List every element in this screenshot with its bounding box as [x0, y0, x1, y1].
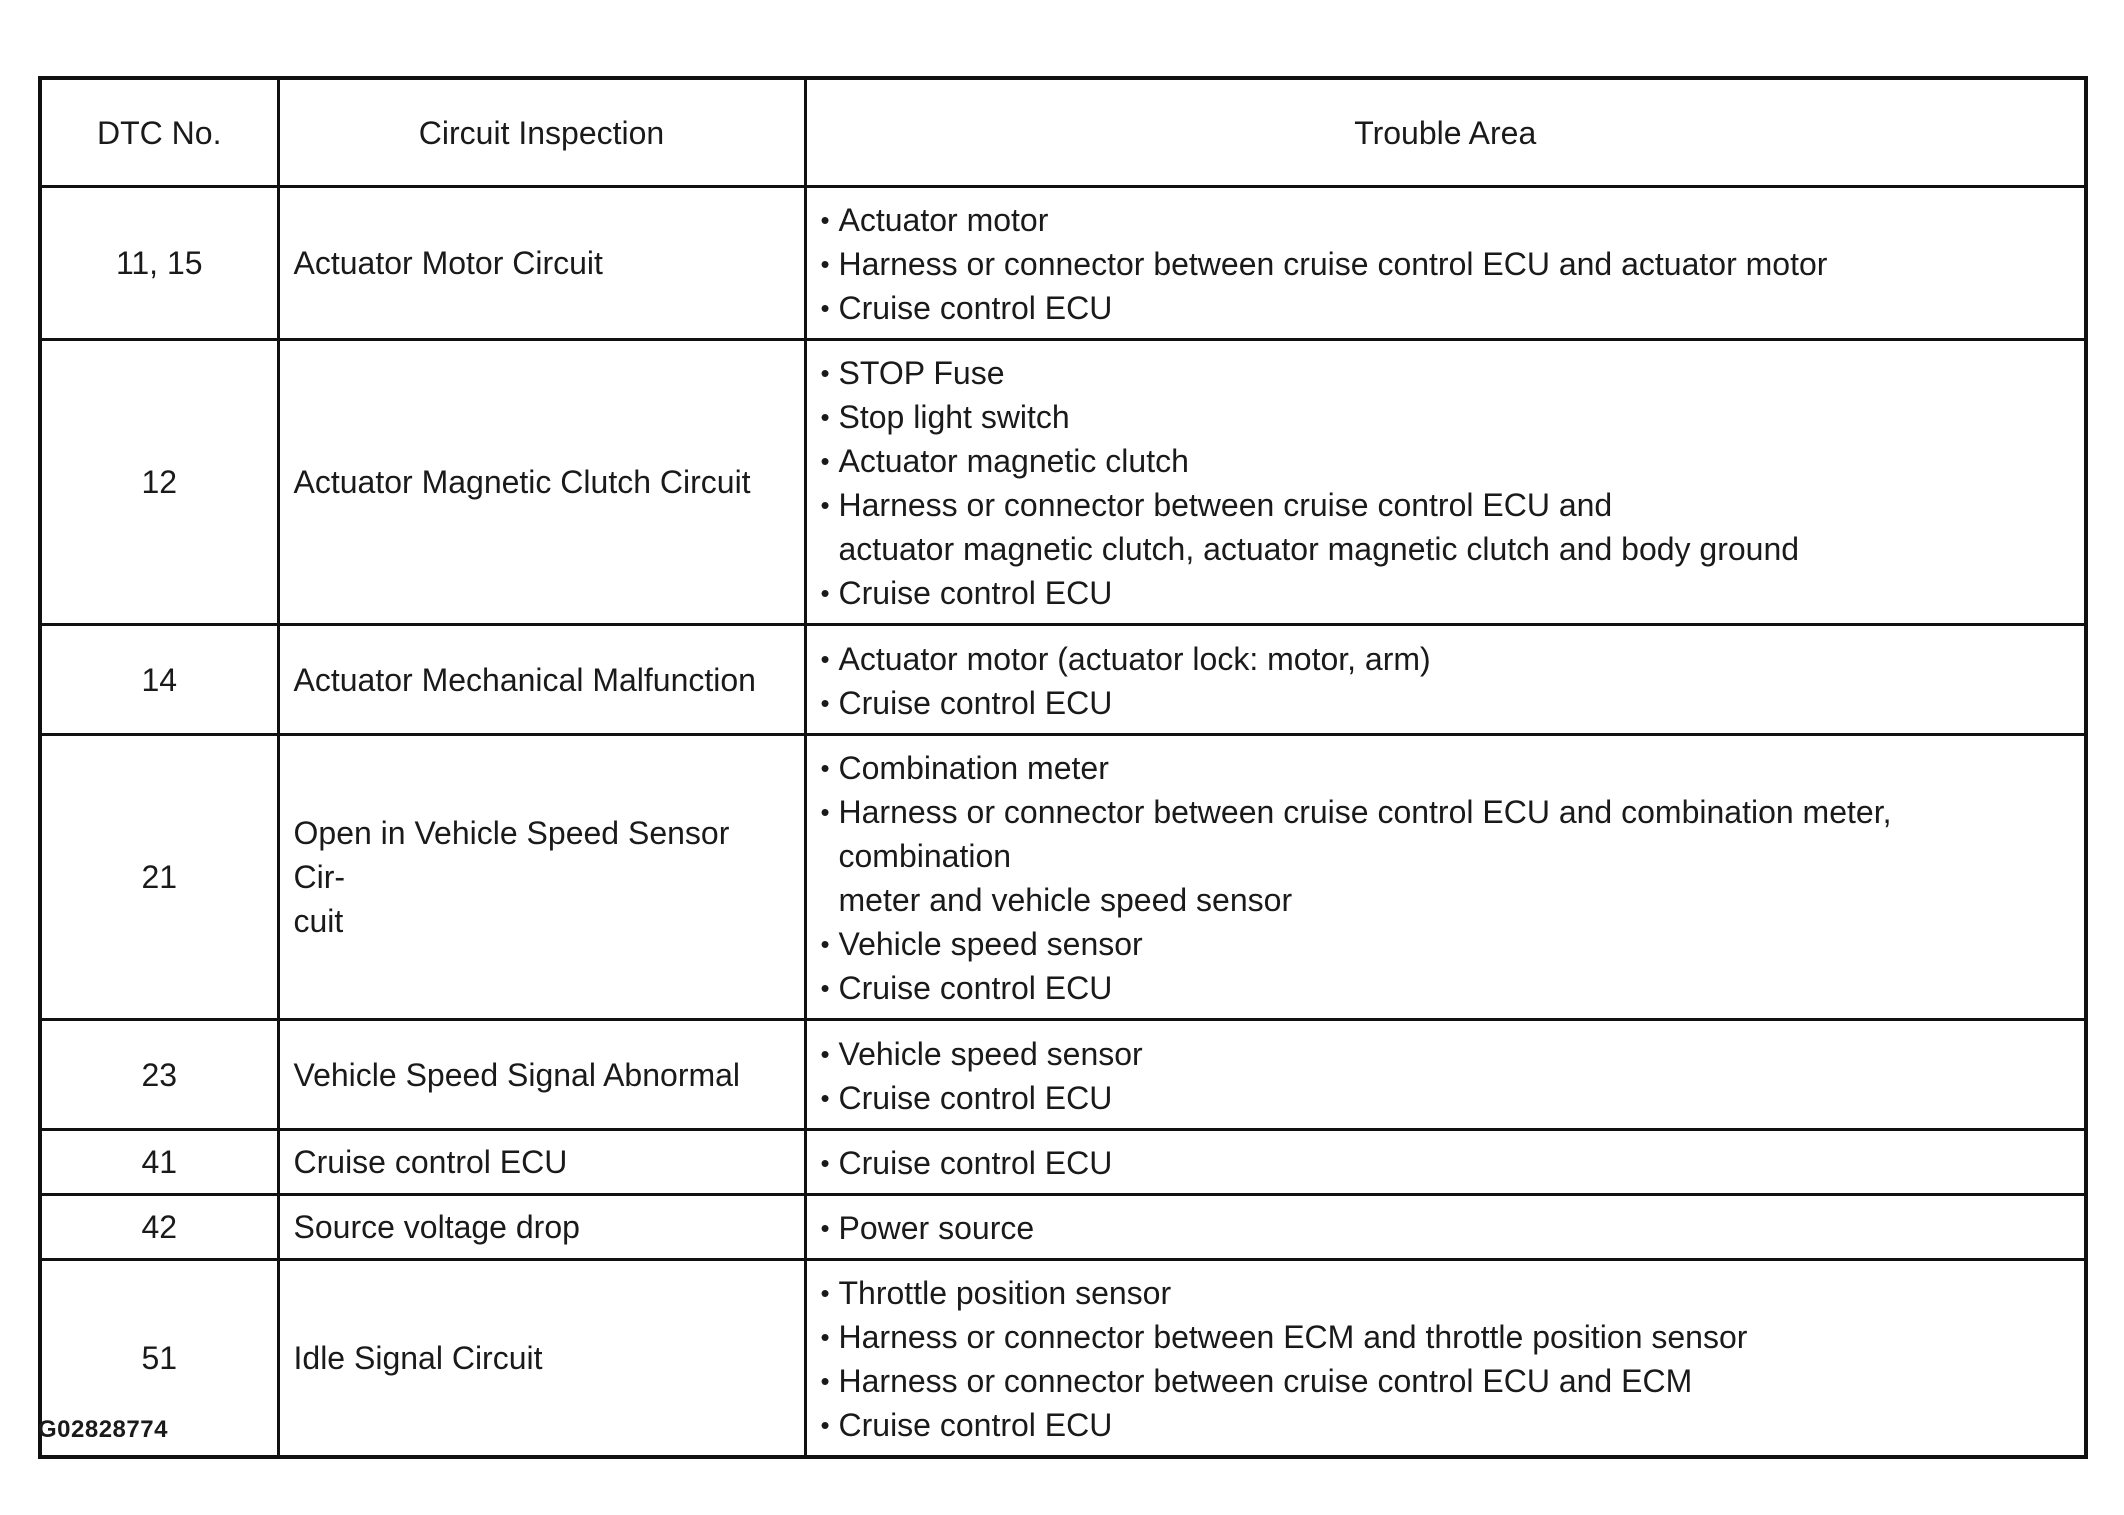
trouble-area-item: [821, 790, 2069, 922]
table-row: [40, 340, 2086, 625]
trouble-area-item: [821, 681, 2069, 725]
trouble-area-item: [821, 242, 2069, 286]
trouble-area-text: Actuator motor: [838, 202, 1049, 238]
trouble-area-cell: [805, 1130, 2086, 1195]
table-row: [40, 1195, 2086, 1260]
trouble-area-cell: [805, 1195, 2086, 1260]
trouble-area-item: [821, 1315, 2069, 1359]
table-row: [40, 187, 2086, 340]
trouble-area-text: STOP Fuse: [838, 355, 1005, 391]
trouble-area-cell: [805, 187, 2086, 340]
circuit-inspection-cell: Actuator Motor Circuit: [278, 187, 805, 340]
header-circuit-inspection: Circuit Inspection: [278, 78, 805, 187]
trouble-area-item: [821, 351, 2069, 395]
trouble-area-text: Harness or connector between cruise control ECU and ECM: [838, 1363, 1693, 1399]
trouble-area-text: Combination meter: [838, 750, 1109, 786]
table-row: [40, 625, 2086, 735]
circuit-inspection-cell: Source voltage drop: [278, 1195, 805, 1260]
table-row: [40, 1260, 2086, 1458]
trouble-area-item: [821, 483, 2069, 571]
bullet-icon: •: [820, 973, 830, 1003]
bullet-icon: •: [820, 249, 830, 279]
bullet-icon: •: [820, 1213, 830, 1243]
bullet-icon: •: [820, 1038, 830, 1069]
dtc-number-cell: 21: [40, 735, 278, 1020]
trouble-area-text: Cruise control ECU: [838, 1145, 1113, 1181]
trouble-area-item: [821, 922, 2069, 966]
trouble-area-list: [821, 637, 2069, 725]
circuit-inspection-cell: Actuator Magnetic Clutch Circuit: [278, 340, 805, 625]
bullet-icon: •: [820, 446, 830, 476]
trouble-area-text: Cruise control ECU: [838, 970, 1113, 1006]
trouble-area-item: [821, 1032, 2069, 1076]
trouble-area-list: [821, 198, 2069, 330]
table-header-row: [40, 78, 2086, 187]
trouble-area-list: [821, 1271, 2069, 1447]
trouble-area-text: Harness or connector between cruise control ECU and actuator magnetic clutch, actuator magnetic clutch and body ground: [838, 487, 1800, 567]
bullet-icon: •: [820, 929, 830, 959]
bullet-icon: •: [820, 1366, 830, 1396]
table-body: [40, 187, 2086, 1458]
circuit-inspection-cell: Vehicle Speed Signal Abnormal: [278, 1020, 805, 1130]
trouble-area-cell: [805, 340, 2086, 625]
table-row: [40, 1130, 2086, 1195]
dtc-number-cell: 23: [40, 1020, 278, 1130]
trouble-area-text: Stop light switch: [838, 399, 1070, 435]
bullet-icon: •: [820, 402, 830, 432]
trouble-area-text: Harness or connector between cruise control ECU and combination meter, combination meter and vehicle speed sensor: [838, 794, 1892, 918]
bullet-icon: •: [820, 1410, 830, 1440]
bullet-icon: •: [820, 578, 830, 608]
trouble-area-item: [821, 637, 2069, 681]
circuit-inspection-cell: Open in Vehicle Speed Sensor Cir- cuit: [278, 735, 805, 1020]
bullet-icon: •: [820, 358, 830, 388]
bullet-icon: •: [820, 643, 830, 674]
trouble-area-item: [821, 395, 2069, 439]
trouble-area-item: [821, 198, 2069, 242]
dtc-number-cell: 42: [40, 1195, 278, 1260]
trouble-area-item: [821, 1403, 2069, 1447]
bullet-icon: •: [820, 205, 830, 235]
trouble-area-list: [821, 351, 2069, 615]
trouble-area-item: [821, 1141, 2069, 1185]
bullet-icon: •: [820, 1322, 830, 1352]
circuit-inspection-cell: Cruise control ECU: [278, 1130, 805, 1195]
trouble-area-item: [821, 1359, 2069, 1403]
bullet-icon: •: [820, 753, 830, 783]
trouble-area-text: Actuator motor (actuator lock: motor, arm): [838, 640, 1431, 677]
bullet-icon: •: [820, 293, 830, 323]
bullet-icon: •: [820, 490, 830, 520]
circuit-inspection-cell: Actuator Mechanical Malfunction: [278, 625, 805, 735]
trouble-area-list: [821, 746, 2069, 1010]
trouble-area-text: Throttle position sensor: [838, 1275, 1172, 1311]
trouble-area-list: [821, 1141, 2069, 1185]
trouble-area-cell: [805, 1260, 2086, 1458]
trouble-area-list: [821, 1032, 2069, 1120]
trouble-area-item: [821, 1206, 2069, 1250]
trouble-area-text: Cruise control ECU: [838, 575, 1113, 611]
trouble-area-text: Cruise control ECU: [838, 684, 1113, 721]
dtc-number-cell: 12: [40, 340, 278, 625]
bullet-icon: •: [820, 1148, 830, 1178]
trouble-area-text: Vehicle speed sensor: [838, 1035, 1143, 1072]
bullet-icon: •: [820, 1278, 830, 1308]
trouble-area-text: Vehicle speed sensor: [838, 926, 1143, 962]
trouble-area-item: [821, 286, 2069, 330]
bullet-icon: •: [820, 797, 830, 827]
trouble-area-text: Cruise control ECU: [838, 1079, 1113, 1116]
dtc-table: [38, 76, 2088, 1459]
bullet-icon: •: [820, 687, 830, 718]
trouble-area-item: [821, 439, 2069, 483]
trouble-area-cell: [805, 625, 2086, 735]
trouble-area-item: [821, 746, 2069, 790]
table-row: [40, 1020, 2086, 1130]
circuit-inspection-cell: Idle Signal Circuit: [278, 1260, 805, 1458]
header-dtc-no: DTC No.: [40, 78, 278, 187]
trouble-area-text: Cruise control ECU: [838, 290, 1113, 326]
trouble-area-cell: [805, 1020, 2086, 1130]
trouble-area-text: Harness or connector between ECM and throttle position sensor: [838, 1319, 1748, 1355]
trouble-area-text: Harness or connector between cruise control ECU and actuator motor: [838, 246, 1828, 282]
figure-id: G02828774: [38, 1416, 168, 1443]
dtc-number-cell: 51: [40, 1260, 278, 1458]
trouble-area-list: [821, 1206, 2069, 1250]
table-row: [40, 735, 2086, 1020]
header-trouble-area: Trouble Area: [805, 78, 2086, 187]
trouble-area-cell: [805, 735, 2086, 1020]
trouble-area-text: Power source: [838, 1210, 1035, 1246]
trouble-area-text: Cruise control ECU: [838, 1407, 1113, 1443]
trouble-area-item: [821, 966, 2069, 1010]
bullet-icon: •: [820, 1082, 830, 1113]
trouble-area-item: [821, 571, 2069, 615]
trouble-area-item: [821, 1271, 2069, 1315]
dtc-number-cell: 11, 15: [40, 187, 278, 340]
trouble-area-text: Actuator magnetic clutch: [838, 443, 1189, 479]
dtc-number-cell: 14: [40, 625, 278, 735]
trouble-area-item: [821, 1076, 2069, 1120]
dtc-number-cell: 41: [40, 1130, 278, 1195]
